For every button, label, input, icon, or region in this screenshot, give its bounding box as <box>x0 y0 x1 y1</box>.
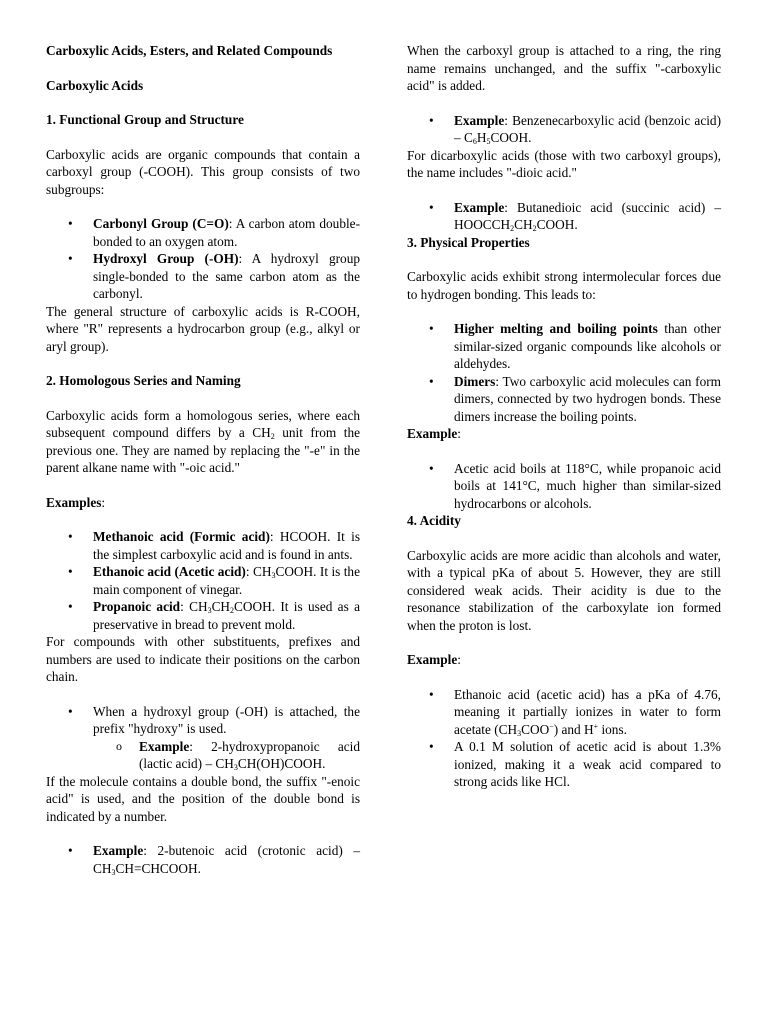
example-label-line <box>407 651 721 669</box>
subscript: 2 <box>230 606 235 615</box>
section-heading-carboxylic-acids: Carboxylic Acids <box>46 77 144 93</box>
text-fragment: : Butanedioic acid (succinic acid) – HOOCCH <box>454 199 721 232</box>
text-fragment: COOH. <box>536 217 578 232</box>
subscript: 6 <box>472 137 477 146</box>
sublist-hydroxy-example <box>93 738 360 773</box>
list-item-acetic-boiling: • Acetic acid boils at 118°C, while propanoic acid boils at 141°C, much higher than similar-sized hydrocarbons or alcohols. <box>407 460 721 513</box>
subscript: 3 <box>517 728 522 738</box>
list-item-hydroxyl <box>46 250 360 303</box>
subscript: 3 <box>111 867 116 877</box>
term-carbonyl: Carbonyl Group (C=O) <box>93 216 229 231</box>
sublist-item-lactic <box>93 738 360 773</box>
colon: : <box>457 652 461 667</box>
list-double-bond-example <box>46 842 360 877</box>
text-fragment: CH <box>514 217 533 232</box>
term-hydroxyl: Hydroxyl Group (-OH) <box>93 251 239 266</box>
example-label: Example <box>93 843 144 858</box>
subscript: 2 <box>532 224 537 233</box>
list-item-benzoic <box>407 112 721 147</box>
list-dicarboxylic-example <box>407 199 721 234</box>
list-item-hydroxy-prefix <box>46 703 360 773</box>
text-fragment: COO <box>521 721 550 737</box>
text-fragment: COOH. It is used as a preservative in bread to prevent mold. <box>93 599 360 632</box>
subscript: 2 <box>270 432 275 441</box>
definition-hydroxyl: : A hydroxyl group single-bonded to the same carbon atom as the carbonyl. <box>93 251 360 301</box>
examples-label-line <box>46 494 360 512</box>
text-fragment: CH <box>211 599 231 614</box>
list-acidity-examples <box>407 686 721 791</box>
text-fragment: CH(OH)COOH. <box>237 756 326 771</box>
description-methanoic: : HCOOH. It is the simplest carboxylic acid and is found in ants. <box>93 529 360 562</box>
paragraph-general-structure: The general structure of carboxylic acids is R-COOH, where "R" represents a hydrocarbon group (e.g., alkyl or aryl group). <box>46 303 360 354</box>
heading-acidity: 4. Acidity <box>407 513 461 528</box>
document-title: Carboxylic Acids, Esters, and Related Compounds <box>46 43 333 58</box>
text-fragment: : CH <box>245 564 272 579</box>
colon: : <box>101 494 106 510</box>
text-fragment: Carboxylic acids form a homologous series, where each subsequent compound differs by a CH <box>46 407 360 440</box>
text-fragment: : 2-hydroxypropanoic acid (lactic acid) – CH <box>139 738 360 771</box>
text-fragment: CH=CHCOOH. <box>115 860 201 876</box>
right-column <box>407 42 721 791</box>
list-item-carbonyl <box>46 215 360 250</box>
paragraph-functional-group-intro: Carboxylic acids are organic compounds that contain a carboxyl group (-COOH). This group consists of two subgroups: <box>46 146 360 197</box>
list-item-succinic <box>407 199 721 234</box>
list-item-ethanoic <box>46 563 360 598</box>
paragraph-double-bond: If the molecule contains a double bond, the suffix "-enoic acid" is used, and the position of the double bond is indicated by a number. <box>46 773 360 824</box>
example-label-line <box>407 425 721 443</box>
text-fragment: Ethanoic acid (acetic acid) has a pKa of 4.76, meaning it partially ionizes in water to form acetate (CH <box>454 686 721 737</box>
text-fragment: : 2-butenoic acid (crotonic acid) – CH <box>93 843 360 876</box>
text-fragment: ions. <box>598 721 627 737</box>
list-boiling-example <box>407 460 721 513</box>
left-column <box>46 42 360 877</box>
term-methanoic: Methanoic acid (Formic acid) <box>93 529 270 544</box>
subscript: 3 <box>271 571 276 580</box>
list-ring-example <box>407 112 721 147</box>
example-label: Example <box>454 199 505 215</box>
example-label: Example <box>139 738 190 754</box>
colon: : <box>457 426 461 441</box>
text-fragment: H <box>476 130 487 145</box>
text-fragment: unit from the previous one. They are named by replacing the "-e" in the parent alkane name with "-oic acid." <box>46 425 361 475</box>
heading-homologous-series: 2. Homologous Series and Naming <box>46 373 241 388</box>
list-hydroxy <box>46 703 360 773</box>
definition-carbonyl: : A carbon atom double-bonded to an oxygen atom. <box>93 216 360 249</box>
paragraph-homologous-intro <box>46 407 360 477</box>
list-subgroups <box>46 215 360 303</box>
text-fragment: When a hydroxyl group (-OH) is attached, the prefix "hydroxy" is used. <box>93 703 360 736</box>
paragraph-substituents: For compounds with other substituents, prefixes and numbers are used to indicate their positions on the carbon chain. <box>46 634 360 684</box>
list-item-crotonic <box>46 842 360 877</box>
text-fragment: : CH <box>180 599 208 614</box>
subscript: 5 <box>486 137 491 146</box>
list-physical-properties <box>407 320 721 425</box>
list-item-pka <box>407 686 721 739</box>
term-ethanoic: Ethanoic acid (Acetic acid) <box>93 564 246 579</box>
text-fragment: ) and H <box>553 721 594 737</box>
example-label: Example <box>407 652 458 667</box>
list-item-propanoic <box>46 598 360 633</box>
example-label: Example <box>407 426 458 441</box>
list-item-dimers <box>407 373 721 426</box>
paragraph-acidity: Carboxylic acids are more acidic than alcohols and water, with a typical pKa of about 5. However, they are still considered weak acids. Their acidity is due to the resonance stabilization of the carboxylate ion formed when the proton is lost. <box>407 547 721 633</box>
term-boiling-points: Higher melting and boiling points <box>454 321 658 336</box>
example-label: Example <box>454 112 505 128</box>
superscript: + <box>593 721 599 731</box>
examples-label: Examples <box>46 494 102 510</box>
text-fragment: : Benzenecarboxylic acid (benzoic acid) – C <box>454 112 721 145</box>
term-propanoic: Propanoic acid <box>93 599 181 614</box>
paragraph-physical-intro: Carboxylic acids exhibit strong intermolecular forces due to hydrogen bonding. This leads to: <box>407 269 721 302</box>
subscript: 3 <box>233 763 238 772</box>
paragraph-ring: When the carboxyl group is attached to a ring, the ring name remains unchanged, and the suffix "-carboxylic acid" is added. <box>407 43 721 93</box>
text-fragment: COOH. It is the main component of vinegar. <box>93 564 360 597</box>
list-item-methanoic <box>46 528 360 563</box>
list-item-ionization: • A 0.1 M solution of acetic acid is about 1.3% ionized, making it a weak acid compared to strong acids like HCl. <box>407 738 721 791</box>
subscript: 2 <box>510 224 515 233</box>
paragraph-dicarboxylic: For dicarboxylic acids (those with two carboxyl groups), the name includes "-dioic acid." <box>407 147 721 180</box>
superscript: − <box>549 721 554 731</box>
subscript: 3 <box>207 606 212 615</box>
text-fragment: : Two carboxylic acid molecules can form dimers, connected by two hydrogen bonds. These dimers increase the boiling points. <box>454 373 721 424</box>
text-fragment: COOH. <box>490 130 532 145</box>
term-dimers: Dimers <box>454 373 496 389</box>
text-fragment: than other similar-sized organic compounds like alcohols or aldehydes. <box>454 321 721 371</box>
list-item-boiling-points <box>407 320 721 373</box>
heading-physical-properties: 3. Physical Properties <box>407 234 530 250</box>
heading-functional-group: 1. Functional Group and Structure <box>46 112 244 127</box>
list-examples-acids <box>46 528 360 633</box>
